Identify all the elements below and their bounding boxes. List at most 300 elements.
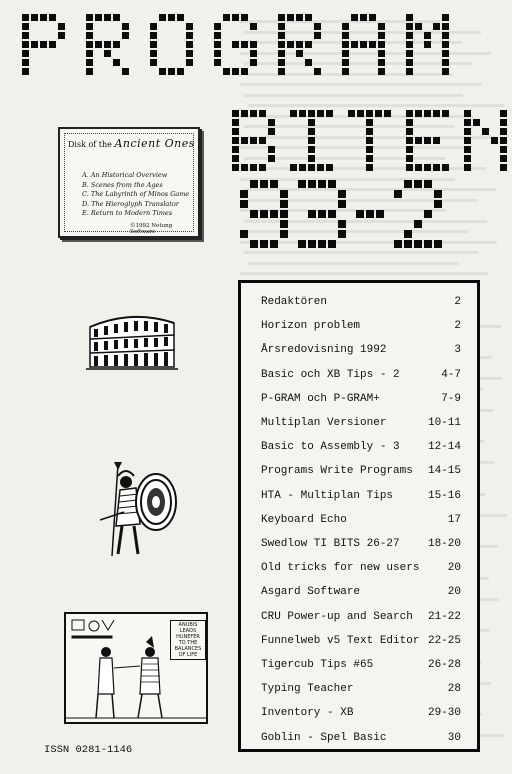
subtitle-dot (250, 137, 257, 144)
title-dot (95, 41, 102, 48)
issue-dot (260, 180, 268, 188)
subtitle-dot (357, 110, 364, 117)
egyptian-caption: ANUBIS LEADS HUNEFER TO THE BALANCES OF LIFE (170, 620, 206, 660)
title-dot (342, 59, 349, 66)
title-dot (442, 59, 449, 66)
title-dot (314, 23, 321, 30)
title-dot (58, 32, 65, 39)
issue-dot (280, 190, 288, 198)
title-dot (113, 41, 120, 48)
issue-dot (414, 220, 422, 228)
toc-entry-page: 30 (447, 731, 461, 744)
ghost-line (244, 251, 478, 254)
toc-entry-page: 15-16 (427, 489, 461, 502)
title-dot (22, 23, 29, 30)
title-dot (86, 50, 93, 57)
toc-entry (261, 366, 467, 384)
issue-dot (250, 240, 258, 248)
toc-entry-page: 7-9 (441, 392, 461, 405)
subtitle-dot (415, 137, 422, 144)
disk-menu-item: B. Scenes from the Ages (82, 180, 163, 189)
subtitle-dot (464, 110, 471, 117)
toc-entry-page: 2 (454, 296, 461, 308)
ghost-line (244, 125, 454, 128)
issue-dot (366, 210, 374, 218)
toc-entry-title: CRU Power-up and Search (261, 610, 413, 623)
issue-dot (434, 200, 442, 208)
subtitle-dot (424, 137, 431, 144)
subtitle-dot (424, 110, 431, 117)
toc-entry-page: 10-11 (427, 417, 461, 429)
toc-entry-title: Keyboard Echo (261, 513, 347, 526)
title-dot (186, 32, 193, 39)
issue-dot (338, 190, 346, 198)
title-dot (406, 59, 413, 66)
subtitle-dot (308, 119, 315, 126)
toc-entry-page: 3 (454, 344, 461, 357)
title-dot (168, 68, 175, 75)
ghost-line (240, 83, 482, 86)
title-dot (232, 41, 239, 48)
title-dot (186, 23, 193, 30)
issue-dot (424, 210, 432, 218)
title-dot (424, 41, 431, 48)
subtitle-dot (442, 164, 449, 171)
toc-entry-page: 18-20 (427, 538, 461, 550)
toc-entry-page: 21-22 (427, 610, 461, 623)
issue-dot (414, 240, 422, 248)
subtitle-dot (464, 164, 471, 171)
title-dot (250, 23, 257, 30)
title-dot (122, 23, 129, 30)
title-dot (442, 50, 449, 57)
subtitle-dot (500, 137, 507, 144)
toc-entry-page: 17 (447, 513, 461, 526)
issue-dot (318, 240, 326, 248)
title-dot (278, 50, 285, 57)
issue-dot (240, 230, 248, 238)
title-dot (58, 23, 65, 30)
subtitle-dot (384, 110, 391, 117)
disk-menu-item: D. The Hieroglyph Translator (82, 199, 179, 208)
title-dot (177, 68, 184, 75)
subtitle-dot (308, 164, 315, 171)
title-dot (186, 41, 193, 48)
title-dot (86, 14, 93, 21)
subtitle-dot (268, 146, 275, 153)
issue-dot (298, 240, 306, 248)
ghost-line (248, 104, 504, 107)
issue-dot (318, 210, 326, 218)
toc-entry-title: Old tricks for new users (261, 562, 420, 575)
title-dot (342, 23, 349, 30)
toc-entry-page: 12-14 (427, 441, 461, 454)
subtitle-dot (259, 164, 266, 171)
subtitle-dot (500, 128, 507, 135)
issue-dot (280, 200, 288, 208)
issue-dot (280, 220, 288, 228)
issue-dot (328, 240, 336, 248)
subtitle-dot (308, 128, 315, 135)
toc-entry (261, 656, 467, 674)
title-dot (232, 68, 239, 75)
toc-entry (261, 317, 467, 335)
ghost-line (240, 241, 497, 244)
title-dot (342, 41, 349, 48)
title-dot (159, 14, 166, 21)
subtitle-dot (366, 137, 373, 144)
subtitle-dot (406, 155, 413, 162)
disk-label-box (58, 127, 200, 238)
title-dot (406, 14, 413, 21)
title-dot (342, 50, 349, 57)
subtitle-dot (464, 128, 471, 135)
subtitle-dot (375, 110, 382, 117)
subtitle-dot (424, 164, 431, 171)
subtitle-dot (433, 137, 440, 144)
title-dot (150, 59, 157, 66)
title-dot (250, 41, 257, 48)
title-dot (305, 41, 312, 48)
subtitle-dot (348, 110, 355, 117)
title-dot (214, 32, 221, 39)
subtitle-dot (406, 119, 413, 126)
issue-dot (434, 240, 442, 248)
title-dot (250, 50, 257, 57)
title-dot (168, 14, 175, 21)
subtitle-dot (232, 137, 239, 144)
subtitle-dot (415, 164, 422, 171)
title-dot (342, 32, 349, 39)
issue-dot (280, 230, 288, 238)
issue-dot (414, 180, 422, 188)
toc-entry-title: P-GRAM och P-GRAM+ (261, 392, 380, 405)
subtitle-dot (241, 137, 248, 144)
subtitle-dot (308, 137, 315, 144)
title-dot (442, 41, 449, 48)
title-dot (278, 59, 285, 66)
subtitle-dot (268, 155, 275, 162)
title-dot (305, 59, 312, 66)
toc-entry (261, 341, 467, 359)
subtitle-dot (500, 119, 507, 126)
disk-menu-item: A. An Historical Overview (82, 171, 168, 179)
subtitle-dot (268, 128, 275, 135)
title-dot (223, 14, 230, 21)
subtitle-dot (366, 164, 373, 171)
toc-entry-title: Multiplan Versioner (261, 417, 387, 429)
issue-dot (240, 190, 248, 198)
title-dot (378, 32, 385, 39)
title-dot (31, 41, 38, 48)
issue-dot (308, 210, 316, 218)
subtitle-dot (232, 146, 239, 153)
subtitle-dot (442, 110, 449, 117)
title-dot (186, 59, 193, 66)
issue-dot (240, 200, 248, 208)
title-dot (31, 14, 38, 21)
subtitle-dot (308, 110, 315, 117)
issue-dot (338, 230, 346, 238)
issue-dot (308, 180, 316, 188)
title-dot (122, 32, 129, 39)
issue-dot (376, 210, 384, 218)
title-dot (424, 32, 431, 39)
title-dot (22, 59, 29, 66)
toc-entry-page: 22-25 (427, 634, 461, 647)
issue-dot (424, 240, 432, 248)
toc-entry-title: Årsredovisning 1992 (261, 344, 387, 357)
issue-dot (298, 180, 306, 188)
subtitle-dot (366, 119, 373, 126)
title-dot (378, 50, 385, 57)
toc-entry (261, 729, 467, 747)
title-dot (378, 68, 385, 75)
issue-dot (260, 210, 268, 218)
subtitle-dot (290, 164, 297, 171)
issue-dot (318, 180, 326, 188)
title-dot (442, 14, 449, 21)
toc-entry (261, 704, 467, 722)
title-dot (40, 14, 47, 21)
toc-entry (261, 559, 467, 577)
issue-dot (404, 180, 412, 188)
subtitle-dot (366, 155, 373, 162)
subtitle-dot (406, 146, 413, 153)
title-dot (122, 68, 129, 75)
toc-entry (261, 511, 467, 529)
toc-entry-title: Funnelweb v5 Text Editor (261, 634, 420, 647)
title-dot (104, 14, 111, 21)
title-dot (214, 41, 221, 48)
title-dot (369, 41, 376, 48)
title-dot (406, 41, 413, 48)
subtitle-dot (232, 128, 239, 135)
disk-copyright: ©1992 Notung Software (130, 223, 173, 235)
title-dot (351, 14, 358, 21)
title-dot (159, 68, 166, 75)
issue-dot (434, 190, 442, 198)
toc-entry (261, 680, 467, 698)
subtitle-dot (241, 164, 248, 171)
toc-entry (261, 535, 467, 553)
title-dot (278, 32, 285, 39)
toc-entry-page: 2 (454, 320, 461, 333)
subtitle-dot (406, 128, 413, 135)
toc-entry-title: Swedlow TI BITS 26-27 (261, 538, 400, 550)
toc-entry-page: 14-15 (427, 465, 461, 478)
title-dot (287, 41, 294, 48)
ghost-line (244, 94, 463, 97)
toc-entry (261, 438, 467, 456)
egyptian-scene-illustration (64, 612, 208, 724)
issue-dot (260, 240, 268, 248)
subtitle-dot (250, 164, 257, 171)
title-dot (86, 68, 93, 75)
subtitle-dot (232, 119, 239, 126)
toc-entry-title: Goblin - Spel Basic (261, 731, 387, 744)
title-dot (442, 23, 449, 30)
toc-entry-title: HTA - Multiplan Tips (261, 489, 394, 502)
title-dot (150, 50, 157, 57)
subtitle-dot (464, 137, 471, 144)
title-dot (22, 14, 29, 21)
toc-entry-title: Tigercub Tips #65 (261, 659, 374, 671)
issue-dot (308, 240, 316, 248)
title-dot (250, 59, 257, 66)
title-dot (86, 23, 93, 30)
toc-entry-title: Programs Write Programs (261, 465, 413, 478)
title-dot (232, 14, 239, 21)
title-dot (241, 41, 248, 48)
subtitle-dot (415, 110, 422, 117)
toc-entry (261, 414, 467, 432)
toc-entry (261, 293, 467, 311)
ghost-line (248, 262, 459, 265)
title-dot (351, 41, 358, 48)
issue-dot (338, 220, 346, 228)
title-dot (342, 68, 349, 75)
toc-entry (261, 632, 467, 650)
subtitle-dot (464, 155, 471, 162)
title-dot (369, 14, 376, 21)
issue-dot (404, 240, 412, 248)
subtitle-dot (308, 146, 315, 153)
issue-dot (270, 180, 278, 188)
warrior-illustration (96, 460, 182, 560)
subtitle-dot (406, 110, 413, 117)
title-dot (296, 41, 303, 48)
title-dot (150, 32, 157, 39)
issn-number: ISSN 0281-1146 (44, 744, 133, 756)
subtitle-dot (308, 155, 315, 162)
title-dot (305, 14, 312, 21)
subtitle-dot (268, 119, 275, 126)
title-dot (378, 41, 385, 48)
subtitle-dot (366, 110, 373, 117)
title-dot (214, 50, 221, 57)
toc-entry-title: Asgard Software (261, 586, 361, 599)
title-dot (113, 14, 120, 21)
issue-dot (250, 180, 258, 188)
subtitle-dot (500, 155, 507, 162)
subtitle-dot (241, 110, 248, 117)
subtitle-dot (259, 137, 266, 144)
title-dot (241, 68, 248, 75)
title-dot (278, 14, 285, 21)
subtitle-dot (406, 137, 413, 144)
toc-entry-page: 26-28 (427, 659, 461, 671)
title-dot (86, 41, 93, 48)
toc-entry-page: 28 (447, 683, 461, 696)
title-dot (95, 14, 102, 21)
title-dot (186, 50, 193, 57)
title-dot (150, 23, 157, 30)
title-dot (223, 68, 230, 75)
subtitle-dot (317, 110, 324, 117)
title-dot (314, 68, 321, 75)
title-dot (241, 14, 248, 21)
subtitle-dot (500, 110, 507, 117)
toc-entry-page: 20 (447, 586, 461, 599)
title-dot (278, 41, 285, 48)
title-dot (22, 41, 29, 48)
toc-entry-title: Inventory - XB (261, 707, 354, 720)
subtitle-dot (326, 110, 333, 117)
title-dot (214, 59, 221, 66)
title-dot (104, 50, 111, 57)
issue-dot (250, 210, 258, 218)
issue-dot (394, 190, 402, 198)
disk-title-big: Ancient Ones (114, 137, 195, 150)
subtitle-dot (366, 146, 373, 153)
issue-dot (394, 240, 402, 248)
issue-dot (270, 210, 278, 218)
subtitle-dot (232, 155, 239, 162)
issue-dot (328, 210, 336, 218)
title-dot (415, 23, 422, 30)
subtitle-dot (366, 128, 373, 135)
disk-menu-item: E. Return to Modern Times (82, 209, 173, 217)
title-dot (360, 41, 367, 48)
subtitle-dot (491, 137, 498, 144)
title-dot (150, 41, 157, 48)
toc-entry-title: Typing Teacher (261, 683, 354, 696)
title-dot (378, 23, 385, 30)
subtitle-dot (326, 164, 333, 171)
disk-label-title (68, 137, 195, 150)
subtitle-dot (464, 146, 471, 153)
subtitle-dot (290, 110, 297, 117)
subtitle-dot (464, 119, 471, 126)
issue-dot (270, 240, 278, 248)
title-dot (278, 23, 285, 30)
subtitle-dot (473, 119, 480, 126)
subtitle-dot (317, 164, 324, 171)
toc-entry-title: Redaktören (261, 296, 328, 308)
disk-menu-list (82, 171, 189, 219)
title-dot (49, 41, 56, 48)
title-dot (360, 14, 367, 21)
title-dot (296, 50, 303, 57)
issue-dot (404, 230, 412, 238)
title-dot (378, 59, 385, 66)
disk-title-small: Disk of the (68, 140, 112, 149)
issue-dot (280, 210, 288, 218)
title-dot (287, 14, 294, 21)
toc-entry (261, 583, 467, 601)
toc-entry (261, 462, 467, 480)
title-dot (86, 32, 93, 39)
title-dot (314, 32, 321, 39)
subtitle-dot (299, 110, 306, 117)
title-dot (278, 68, 285, 75)
title-dot (296, 14, 303, 21)
subtitle-dot (250, 110, 257, 117)
toc-entry-page: 29-30 (427, 707, 461, 720)
toc-entry (261, 390, 467, 408)
issue-dot (424, 180, 432, 188)
ghost-line (240, 272, 488, 275)
colosseum-illustration (84, 305, 180, 375)
title-dot (104, 41, 111, 48)
toc-entry-title: Horizon problem (261, 320, 361, 333)
issue-dot (356, 210, 364, 218)
subtitle-dot (482, 128, 489, 135)
title-dot (22, 68, 29, 75)
title-dot (214, 23, 221, 30)
toc-entry-page: 4-7 (441, 368, 461, 381)
